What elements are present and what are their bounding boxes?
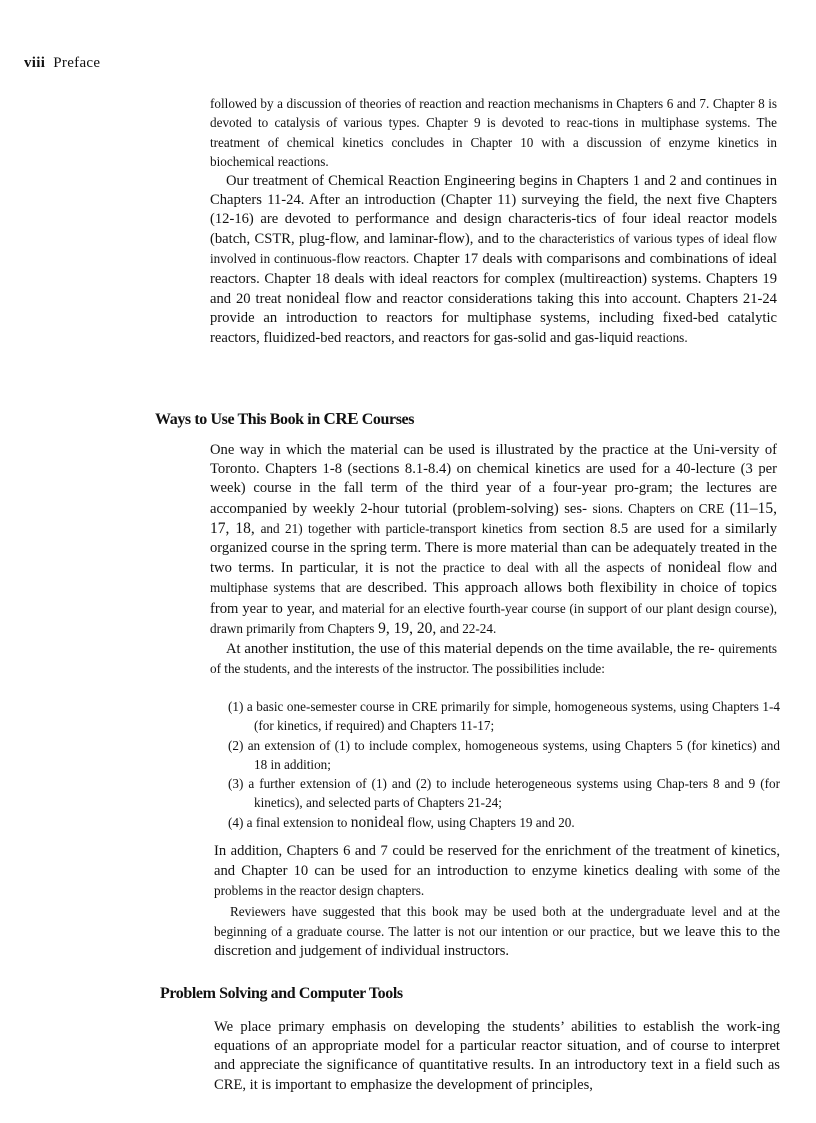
nonideal-term: nonideal — [350, 813, 405, 831]
section-1-paragraph-2: At another institution, the use of this material depends on the time available, the re- quirements of the students, and the interests of the instructor. The possibilities include: — [210, 641, 777, 677]
section-2-body — [214, 1018, 780, 1095]
section-heading-problem-solving: Problem Solving and Computer Tools — [160, 985, 403, 1002]
section-heading-ways-to-use: Ways to Use This Book in CRE Courses — [155, 409, 415, 428]
section-1-closing — [214, 842, 780, 961]
section-1-body — [210, 441, 777, 679]
section-2-paragraph-1: We place primary emphasis on developing the students’ abilities to establish the work-ing equations of an appropriate model for a particular reactor situation, and of course to interpret and appreciate the significance of quantitative results. In an introductory text in a field such as CRE, it is important to emphasize the development of principles, — [214, 1019, 780, 1093]
running-head — [24, 55, 100, 72]
list-item: (4) a final extension to nonideal flow, using Chapters 19 and 20. — [228, 813, 575, 831]
section-1-paragraph-4: Reviewers have suggested that this book may be used both at the undergraduate level and at the beginning of a graduate course. The latter is not our intention or our practice, but we leave this to the discretion and judgement of individual instructors. — [214, 903, 780, 960]
nonideal-term: nonideal — [286, 289, 340, 307]
possibilities-list — [214, 697, 780, 832]
list-item: (3) a further extension of (1) and (2) to include heterogeneous systems using Chap-ters 8 and 9 (for kinetics), and selected parts of Chapters 21-24; — [228, 776, 780, 811]
section-1-paragraph-3: In addition, Chapters 6 and 7 could be reserved for the enrichment of the treatment of kinetics, and Chapter 10 can be used for an introduction to enzyme kinetics dealing with some of the problems in the reactor design chapters. — [214, 843, 780, 899]
intro-block — [210, 94, 777, 348]
list-item: (2) an extension of (1) to include complex, homogeneous systems, using Chapters 5 (for kinetics) and 18 in addition; — [228, 737, 780, 772]
intro-paragraph-1: followed by a discussion of theories of reaction and reaction mechanisms in Chapters 6 and 7. Chapter 8 is devoted to catalysis of various types. Chapter 9 is devoted to reac-tions in multiphase systems. The treatment of chemical kinetics concludes in Chapter 10 with a discussion of enzyme kinetics in biochemical reactions. — [210, 96, 777, 170]
running-head-title: Preface — [53, 55, 101, 71]
nonideal-term: nonideal — [667, 559, 722, 577]
intro-paragraph-2: Our treatment of Chemical Reaction Engineering begins in Chapters 1 and 2 and continues in Chapters 11-24. After an introduction (Chapter 11) surveying the field, the next five Chapters (12-16) are devoted to performance and design characteris-tics of four ideal reactor models (batch, CSTR, plug-flow, and laminar-flow), and to the characteristics of various types of ideal flow involved in continuous-flow reactors. Chapter 17 deals with comparisons and combinations of ideal reactors. Chapter 18 deals with ideal reactors for complex (multireaction) systems. Chapters 19 and 20 treat nonideal flow and reactor considerations taking this into account. Chapters 21-24 provide an introduction to reactors for multiphase systems, including fixed-bed catalytic reactors, fluidized-bed reactors, and reactors for gas-solid and gas-liquid reactions. — [210, 172, 777, 347]
list-item: (1) a basic one-semester course in CRE primarily for simple, homogeneous systems, using Chapters 1-4 (for kinetics, if required) and Chapters 11-17; — [228, 699, 780, 734]
page-number: viii — [24, 55, 46, 71]
section-1-paragraph-1: One way in which the material can be used is illustrated by the practice at the Uni-versity of Toronto. Chapters 1-8 (sections 8.1-8.4) on chemical kinetics are used for a 40-lecture (3 per week) course in the fall term of the third year of a four-year pro-gram; the lectures are accompanied by weekly 2-hour tutorial (problem-solving) ses- sions. Chapters on CRE (11–15, 17, 18, and 21) together with particle-transport kinetics from section 8.5 are used for a similarly organized course in the spring term. There is more material than can be adequately treated in the two terms. In particular, it is not the practice to deal with all the aspects of nonideal flow and multiphase systems that are described. This approach allows both flexibility in choice of topics from year to year, and material for an elective fourth-year course (in support of our plant design course), drawn primarily from Chapters 9, 19, 20, and 22-24. — [210, 442, 778, 637]
